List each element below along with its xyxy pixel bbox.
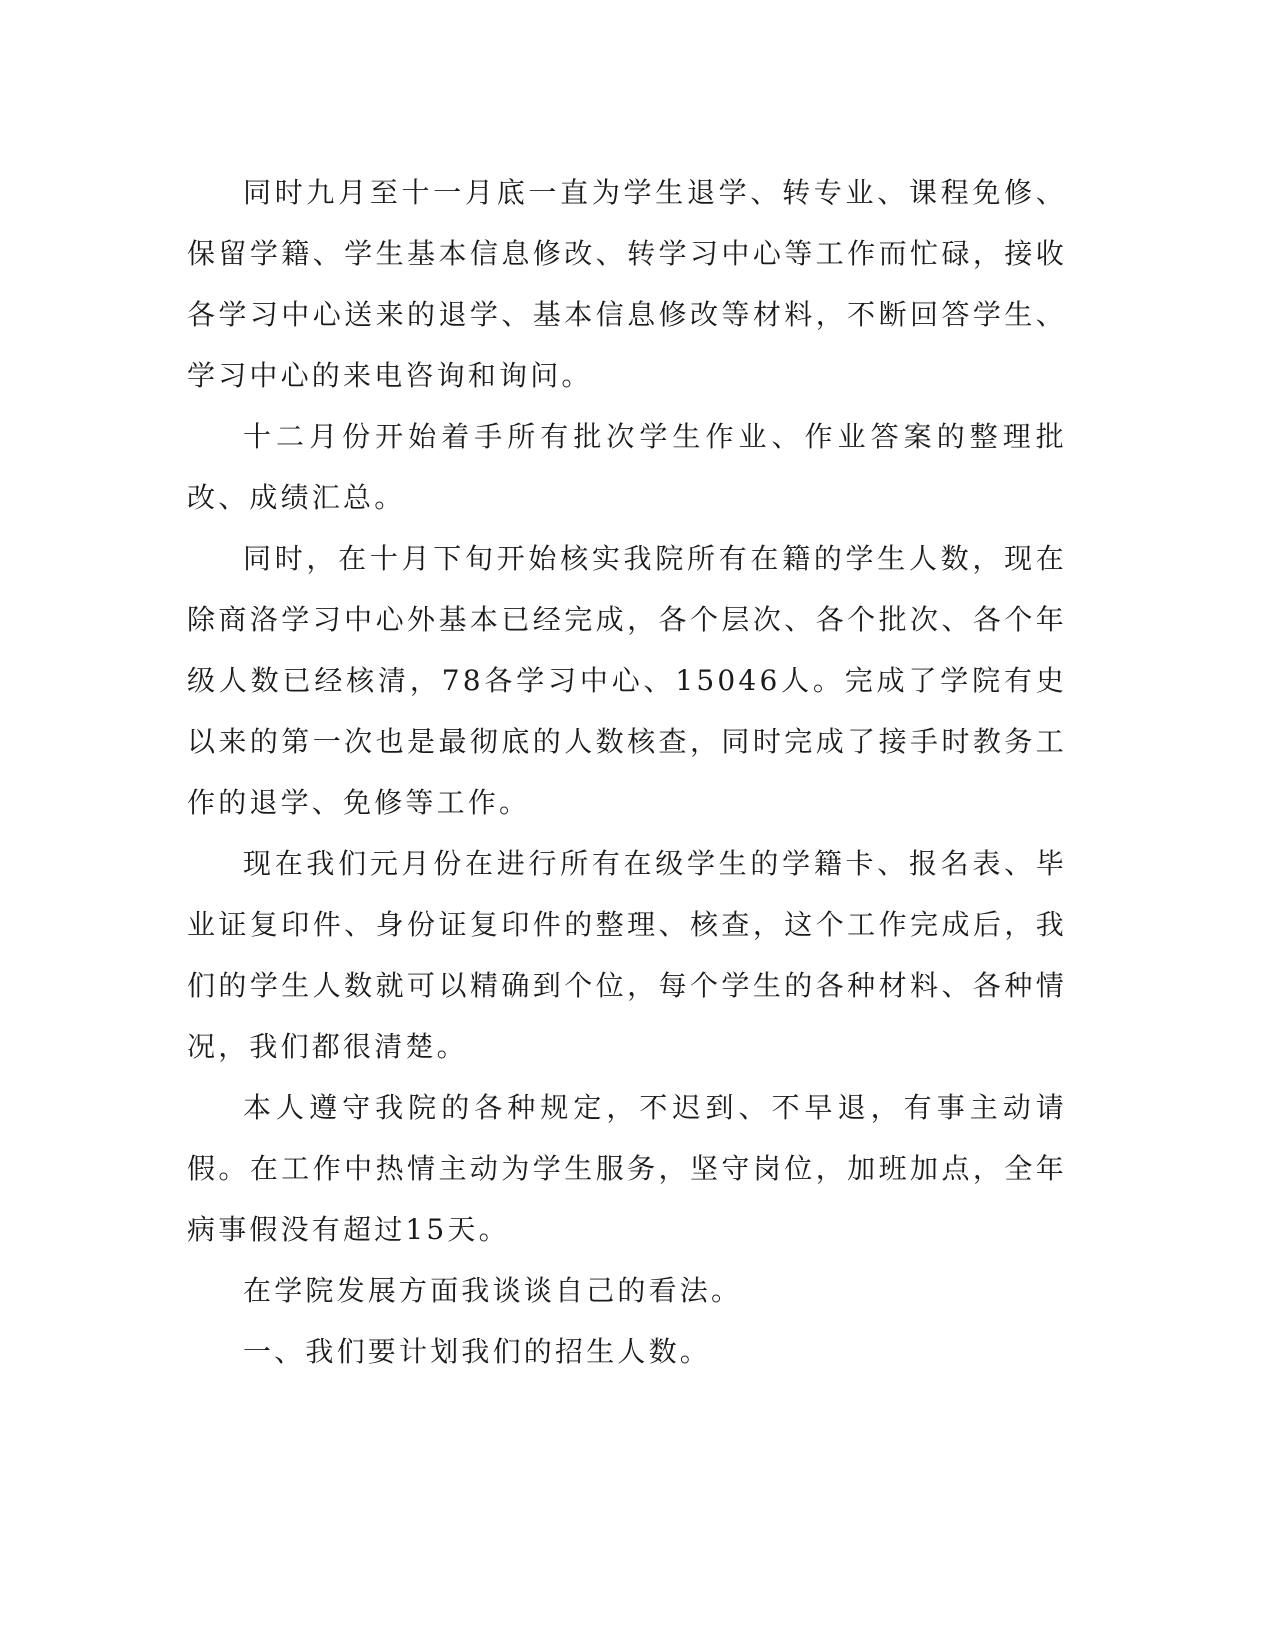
paragraph: 一、我们要计划我们的招生人数。 xyxy=(243,1335,712,1368)
paragraph: 同时，在十月下旬开始核实我院所有在籍的学生人数，现在除商洛学习中心外基本已经完成，各个层次、各个批次、各个年级人数已经核清，78各学习中心、15046人。完成了学院有史以来的第一次也是最彻底的人数核查，同时完成了接手时教务工作的退学、免修等工作。 xyxy=(187,542,1067,819)
paragraph: 十二月份开始着手所有批次学生作业、作业答案的整理批改、成绩汇总。 xyxy=(187,420,1067,514)
paragraph: 同时九月至十一月底一直为学生退学、转专业、课程免修、保留学籍、学生基本信息修改、转学习中心等工作而忙碌，接收各学习中心送来的退学、基本信息修改等材料，不断回答学生、学习中心的来电咨询和询问。 xyxy=(187,176,1067,392)
document-body xyxy=(187,162,1067,1382)
paragraph: 现在我们元月份在进行所有在级学生的学籍卡、报名表、毕业证复印件、身份证复印件的整理、核查，这个工作完成后，我们的学生人数就可以精确到个位，每个学生的各种材料、各种情况，我们都很清楚。 xyxy=(187,847,1067,1063)
paragraph: 在学院发展方面我谈谈自己的看法。 xyxy=(243,1274,743,1307)
paragraph: 本人遵守我院的各种规定，不迟到、不早退，有事主动请假。在工作中热情主动为学生服务，坚守岗位，加班加点，全年病事假没有超过15天。 xyxy=(187,1091,1067,1246)
